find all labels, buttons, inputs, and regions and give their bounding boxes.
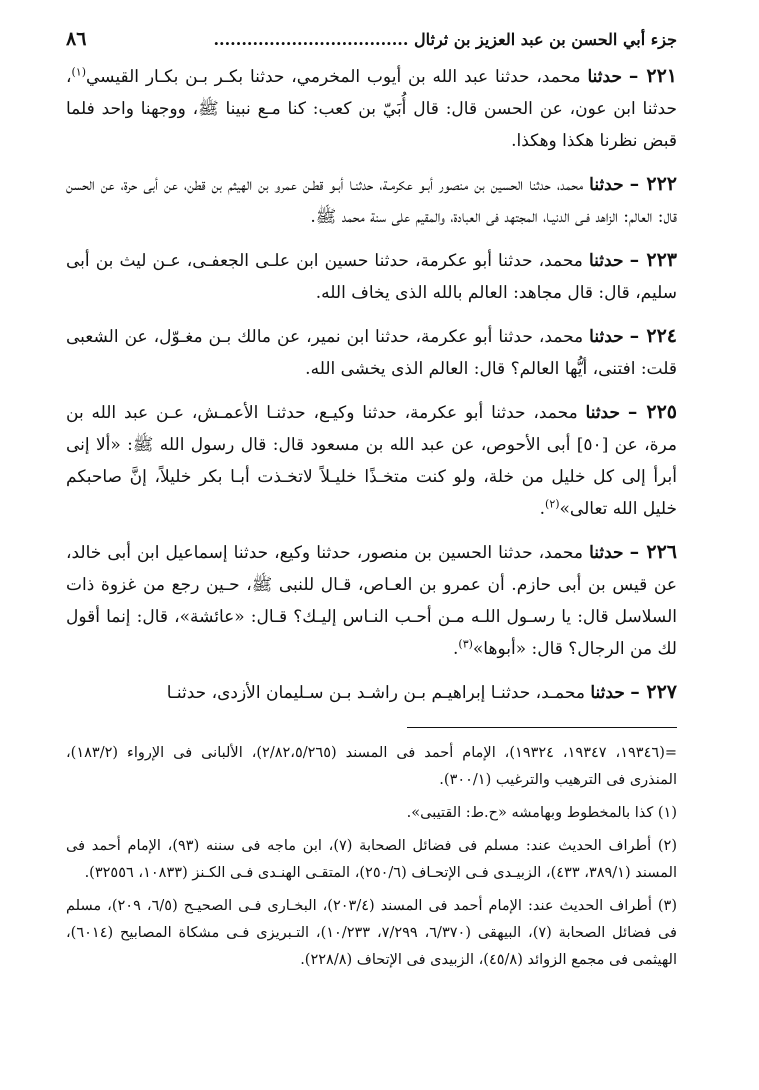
running-title: جزء أبي الحسن بن عبد العزيز بن ثرثال ................................... xyxy=(213,30,677,49)
page-number: ٨٦ xyxy=(66,28,87,50)
hadith-paragraph xyxy=(66,168,677,233)
footnote-divider xyxy=(407,727,677,728)
hadith-text: محمد، حدثنا الحسين بن منصور أبـو عكرمـة، حدثنـا أبـو قطـن عمرو بن الهيثم بن قطن، عن أبى حرة، عن الحسن قال: العالم: الزاهد فـى الدنيـا، المجتهد فى العبادة، والمقيم على سنة محمد ﷺ. xyxy=(66,175,677,227)
hadith-number: ٢٢٧ – xyxy=(630,681,677,703)
hadith-number: ٢٢٢ – xyxy=(629,173,677,195)
hadith-text: محمد، حدثنا أبو عكرمة، حدثنا حسين ابن علـى الجعفـى، عـن ليث بن أبى سليم، قال: قال مجاهد: العالم بالله الذى يخاف الله. xyxy=(66,251,677,303)
hadith-number: ٢٢٣ – xyxy=(629,249,678,271)
hadith-opening: حدثنا xyxy=(589,543,624,563)
hadith-text-continued: . xyxy=(452,639,459,659)
hadith-paragraph xyxy=(66,60,677,157)
page-header xyxy=(66,28,677,58)
footnote-reference: (٢) xyxy=(545,497,560,511)
hadith-opening: حدثنا xyxy=(589,327,624,347)
hadith-text: محمد، حدثنا أبو عكرمة، حدثنا وكيـع، حدثنـا الأعمـش، عـن عبد الله بن مرة، عن [٥٠] أبى الأحوص، عن عبد الله بن مسعود قال: قال رسول الله ﷺ: «ألا إنى أبرأ إلى كل خليل من خلة، ولو كنت متخـذًا خليـلاً لاتخـذت أبـا بكر خليلاً، إنَّ صاحبكم خليل الله تعالى» xyxy=(66,403,677,519)
hadith-text: محمد، حدثنا الحسين بن منصور، حدثنا وكيع، حدثنا إسماعيل ابن أبى خالد، عن قيس بن أبى حازم. أن عمرو بن العـاص، قـال للنبى ﷺ، حـين رجع من غزوة ذات السلاسل قال: يا رسـول اللـه مـن أحـب النـاس إليـك؟ قـال: «عائشة»، قال: إنما أقول لك من الرجال؟ قال: «أبوها» xyxy=(66,543,677,659)
footnotes-section xyxy=(66,740,677,974)
hadith-text: محمـد، حدثنـا إبراهيـم بـن راشـد بـن سـليمان الأزدى، حدثنـا xyxy=(166,683,591,703)
footnote: (٣) أطراف الحديث عند: الإمام أحمد فى المسند (٢٠٣/٤)، البخـارى فـى الصحيـح (٦/٥، ٢٠٩)، مسلم فى فضائل الصحابة (٧)، البيهقى (٦/٣٧٠، ٧/٢٩٩، ١٠/٢٣٣)، التـبريزى فـى مشكاة المصابيح (٦٠١٤)، الهيثمى فى مجمع الزوائد (٤٥/٨)، الزبيدى فى الإتحاف (٢٢٨/٨). xyxy=(66,898,677,968)
hadith-list xyxy=(66,60,677,709)
hadith-text: محمد، حدثنا عبد الله بن أيوب المخرمي، حدثنا بكـر بـن بكـار القيسي xyxy=(86,67,588,87)
hadith-text: محمد، حدثنا أبو عكرمة، حدثنا ابن نمير، عن مالك بـن مغـوّل، عن الشعبى قلت: افتنى، أيُّها العالم؟ قال: العالم الذى يخشى الله. xyxy=(66,327,677,379)
hadith-opening: حدثنا xyxy=(585,403,620,423)
footnote: (٢) أطراف الحديث عند: مسلم فى فضائل الصحابة (٧)، ابن ماجه فى سننه (٩٣)، الإمام أحمد فى المسند (٣٨٩/١، ٤٣٣)، الزبيـدى فـى الإتحـاف (٢٥٠/٦)، المتقـى الهنـدى فـى الكـنز (١٠٨٣٣، ٣٢٥٥٦). xyxy=(66,838,677,881)
footnote: (١) كذا بالمخطوط وبهامشه «ح.ط: القتيبى». xyxy=(406,805,677,821)
hadith-text-continued: . xyxy=(539,499,546,519)
footnote-reference: (٣) xyxy=(458,637,473,651)
hadith-opening: حدثنا xyxy=(590,683,625,703)
hadith-paragraph xyxy=(66,244,677,309)
hadith-number: ٢٢١ – xyxy=(628,65,677,87)
hadith-paragraph xyxy=(66,320,677,385)
hadith-paragraph xyxy=(66,676,677,709)
hadith-text-continued: ، حدثنا ابن عون، عن الحسن قال: قال أُبَيّ بن كعب: كنا مـع نبينا ﷺ، ووجهنا واحد فلما قبض نظرنا هكذا وهكذا. xyxy=(66,67,677,151)
hadith-paragraph xyxy=(66,536,677,665)
footnote-reference: (١) xyxy=(71,65,87,79)
hadith-number: ٢٢٦ – xyxy=(629,541,678,563)
hadith-opening: حدثنا xyxy=(589,251,624,271)
hadith-number: ٢٢٤ – xyxy=(629,325,677,347)
hadith-opening: حدثنا xyxy=(587,67,622,87)
hadith-opening: حدثنا xyxy=(589,175,624,195)
hadith-paragraph xyxy=(66,396,677,525)
hadith-number: ٢٢٥ – xyxy=(627,401,677,423)
footnote: =(١٩٣٤٦، ١٩٣٤٧، ١٩٣٢٤)، الإمام أحمد فى المسند (٢/٨٢،٥/٢٦٥)، الألبانى فى الإرواء (١٨٣/٢)، المنذرى فى الترهيب والترغيب (٣٠٠/١). xyxy=(66,745,677,788)
